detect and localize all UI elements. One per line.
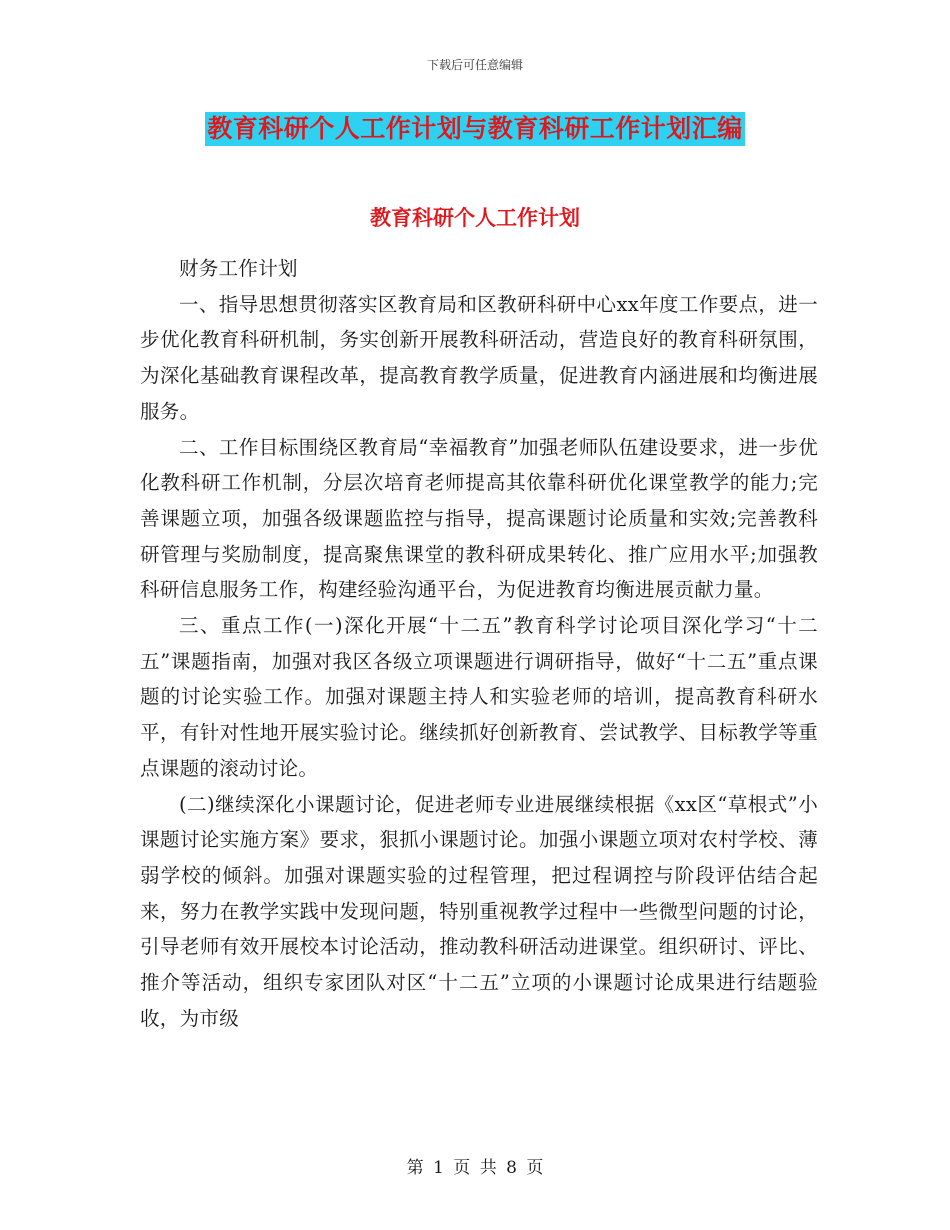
paragraph: (二)继续深化小课题讨论，促进老师专业进展继续根据《xx区“草根式”小课题讨论实施方案》要求，狠抓小课题讨论。加强小课题立项对农村学校、薄弱学校的倾斜。加强对课题实验的过程管理，把过程调控与阶段评估结合起来，努力在教学实践中发现问题，特别重视教学过程中一些微型问题的讨论，引导老师有效开展校本讨论活动，推动教科研活动进课堂。组织研讨、评比、推介等活动，组织专家团队对区“十二五”立项的小课题讨论成果进行结题验收，为市级	[140, 792, 818, 1030]
main-title: 教育科研个人工作计划与教育科研工作计划汇编	[205, 112, 745, 146]
page-number: 第 1 页 共 8 页	[406, 1158, 544, 1178]
sub-title: 教育科研个人工作计划	[370, 205, 580, 230]
header-note: 下载后可任意编辑	[426, 58, 523, 72]
paragraph: 三、重点工作(一)深化开展“十二五”教育科学讨论项目深化学习“十二五”课题指南，加强对我区各级立项课题进行调研指导，做好“十二五”重点课题的讨论实验工作。加强对课题主持人和实验老师的培训，提高教育科研水平，有针对性地开展实验讨论。继续抓好创新教育、尝试教学、目标教学等重点课题的滚动讨论。	[140, 614, 818, 780]
document-body	[140, 251, 818, 1036]
paragraph-heading: 财务工作计划	[179, 257, 298, 280]
paragraph: 二、工作目标围绕区教育局“幸福教育”加强老师队伍建设要求，进一步优化教科研工作机制，分层次培育老师提高其依靠科研优化课堂教学的能力;完善课题立项，加强各级课题监控与指导，提高课题讨论质量和实效;完善教科研管理与奖励制度，提高聚焦课堂的教科研成果转化、推广应用水平;加强教科研信息服务工作，构建经验沟通平台，为促进教育均衡进展贡献力量。	[140, 435, 818, 602]
paragraph: 一、指导思想贯彻落实区教育局和区教研科研中心xx年度工作要点，进一步优化教育科研机制，务实创新开展教科研活动，营造良好的教育科研氛围，为深化基础教育课程改革，提高教育教学质量，促进教育内涵进展和均衡进展服务。	[140, 292, 818, 423]
main-title-container	[0, 112, 950, 146]
